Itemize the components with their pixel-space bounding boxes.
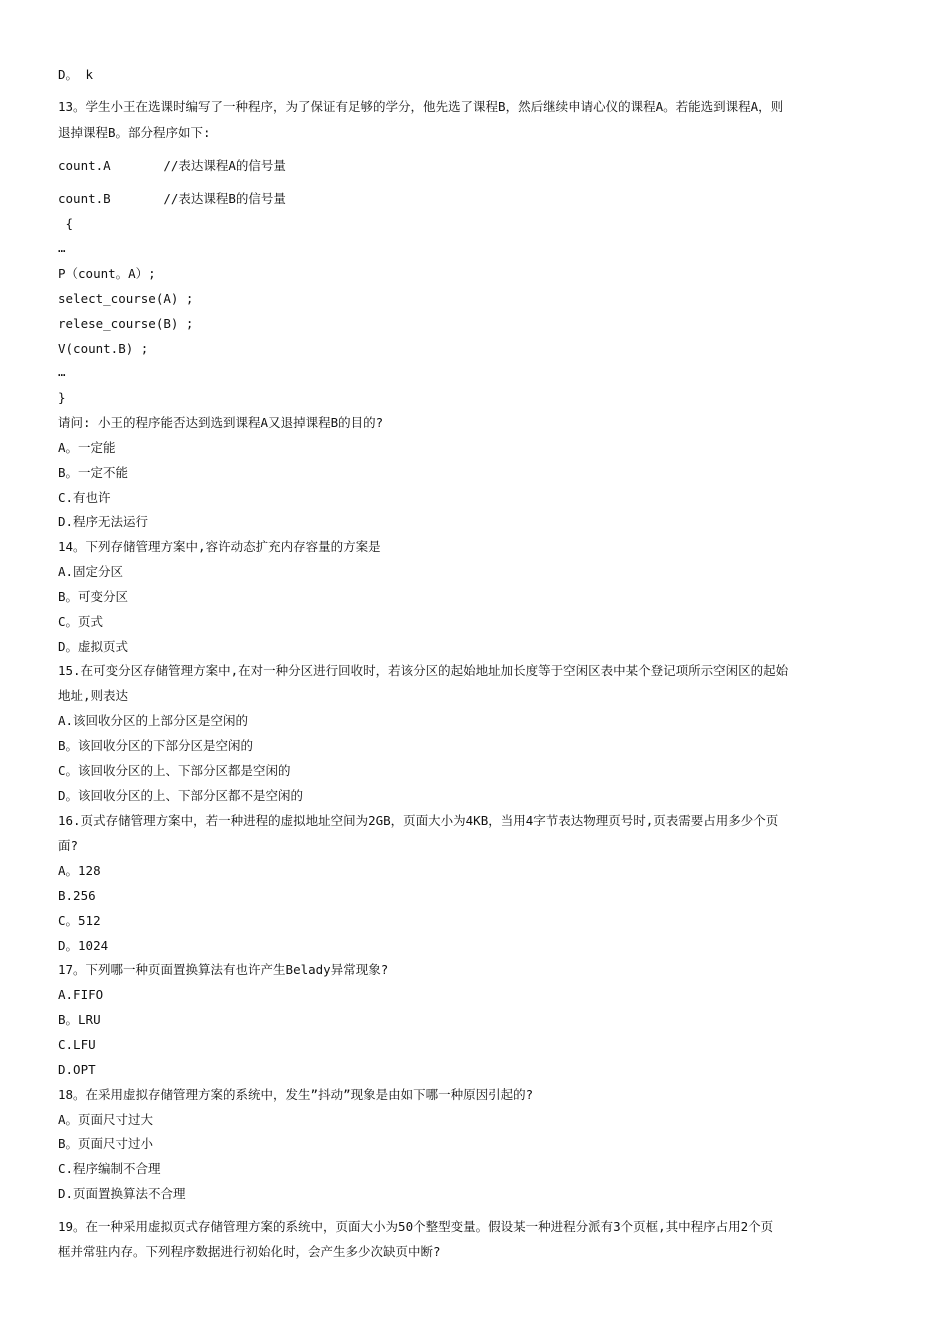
question-13-option-a: A。一定能 xyxy=(58,440,116,455)
question-16-line2: 面? xyxy=(58,838,79,853)
question-15-option-a: A.该回收分区的上部分区是空闲的 xyxy=(58,713,249,728)
question-14-option-b: B。可变分区 xyxy=(58,589,129,604)
question-18-option-c: C.程序编制不合理 xyxy=(58,1161,161,1176)
question-19-line1: 19。在一种采用虚拟页式存储管理方案的系统中，页面大小为50个整型变量。假设某一种进程分派有3个页框,其中程序占用2个页 xyxy=(58,1219,774,1234)
question-18-option-b: B。页面尺寸过小 xyxy=(58,1136,154,1151)
code-line-p: P（count。A）; xyxy=(58,266,156,281)
question-13-option-b: B。一定不能 xyxy=(58,465,129,480)
question-15-line1: 15.在可变分区存储管理方案中,在对一种分区进行回收时，若该分区的起始地址加长度等于空闲区表中某个登记项所示空闲区的起始 xyxy=(58,663,789,678)
question-13-option-d: D.程序无法运行 xyxy=(58,514,149,529)
question-14-option-d: D。虚拟页式 xyxy=(58,639,129,654)
code-line-open-brace: { xyxy=(58,216,74,231)
question-16-option-d: D。1024 xyxy=(58,938,109,953)
question-17: 17。下列哪一种页面置换算法有也许产生Belady异常现象? xyxy=(58,962,389,977)
question-18-option-a: A。页面尺寸过大 xyxy=(58,1112,154,1127)
option-d-k: D。 k xyxy=(58,67,94,82)
question-16-option-b: B.256 xyxy=(58,888,96,903)
question-15-option-d: D。该回收分区的上、下部分区都不是空闲的 xyxy=(58,788,304,803)
question-14-option-a: A.固定分区 xyxy=(58,564,124,579)
question-17-option-b: B。LRU xyxy=(58,1012,101,1027)
question-13-ask: 请问: 小王的程序能否达到选到课程A又退掉课程B的目的? xyxy=(58,415,384,430)
question-16-line1: 16.页式存储管理方案中，若一种进程的虚拟地址空间为2GB，页面大小为4KB，当用4字节表达物理页号时,页表需要占用多少个页 xyxy=(58,813,779,828)
code-line-count-a: count.A //表达课程A的信号量 xyxy=(58,158,286,173)
question-17-option-a: A.FIFO xyxy=(58,987,104,1002)
code-line-v: V(count.B) ; xyxy=(58,341,149,356)
question-15-option-c: C。该回收分区的上、下部分区都是空闲的 xyxy=(58,763,291,778)
code-line-ellipsis-2: … xyxy=(58,364,66,379)
code-line-select: select_course(A) ; xyxy=(58,291,194,306)
question-13-option-c: C.有也许 xyxy=(58,490,111,505)
code-line-count-b: count.B //表达课程B的信号量 xyxy=(58,191,286,206)
question-15-line2: 地址,则表达 xyxy=(58,688,129,703)
question-14: 14。下列存储管理方案中,容许动态扩充内存容量的方案是 xyxy=(58,539,381,554)
question-18: 18。在采用虚拟存储管理方案的系统中，发生”抖动”现象是由如下哪一种原因引起的? xyxy=(58,1087,534,1102)
question-16-option-c: C。512 xyxy=(58,913,101,928)
question-14-option-c: C。页式 xyxy=(58,614,104,629)
question-16-option-a: A。128 xyxy=(58,863,101,878)
question-17-option-d: D.OPT xyxy=(58,1062,96,1077)
question-18-option-d: D.页面置换算法不合理 xyxy=(58,1186,186,1201)
code-line-release: relese_course(B) ; xyxy=(58,316,194,331)
question-13-line2: 退掉课程B。部分程序如下: xyxy=(58,125,211,140)
question-15-option-b: B。该回收分区的下部分区是空闲的 xyxy=(58,738,254,753)
question-17-option-c: C.LFU xyxy=(58,1037,96,1052)
code-line-close-brace: } xyxy=(58,390,66,405)
question-19-line2: 框并常驻内存。下列程序数据进行初始化时，会产生多少次缺页中断? xyxy=(58,1244,441,1259)
question-13-line1: 13。学生小王在选课时编写了一种程序，为了保证有足够的学分，他先选了课程B，然后继续申请心仪的课程A。若能选到课程A，则 xyxy=(58,99,784,114)
code-line-ellipsis: … xyxy=(58,240,66,255)
